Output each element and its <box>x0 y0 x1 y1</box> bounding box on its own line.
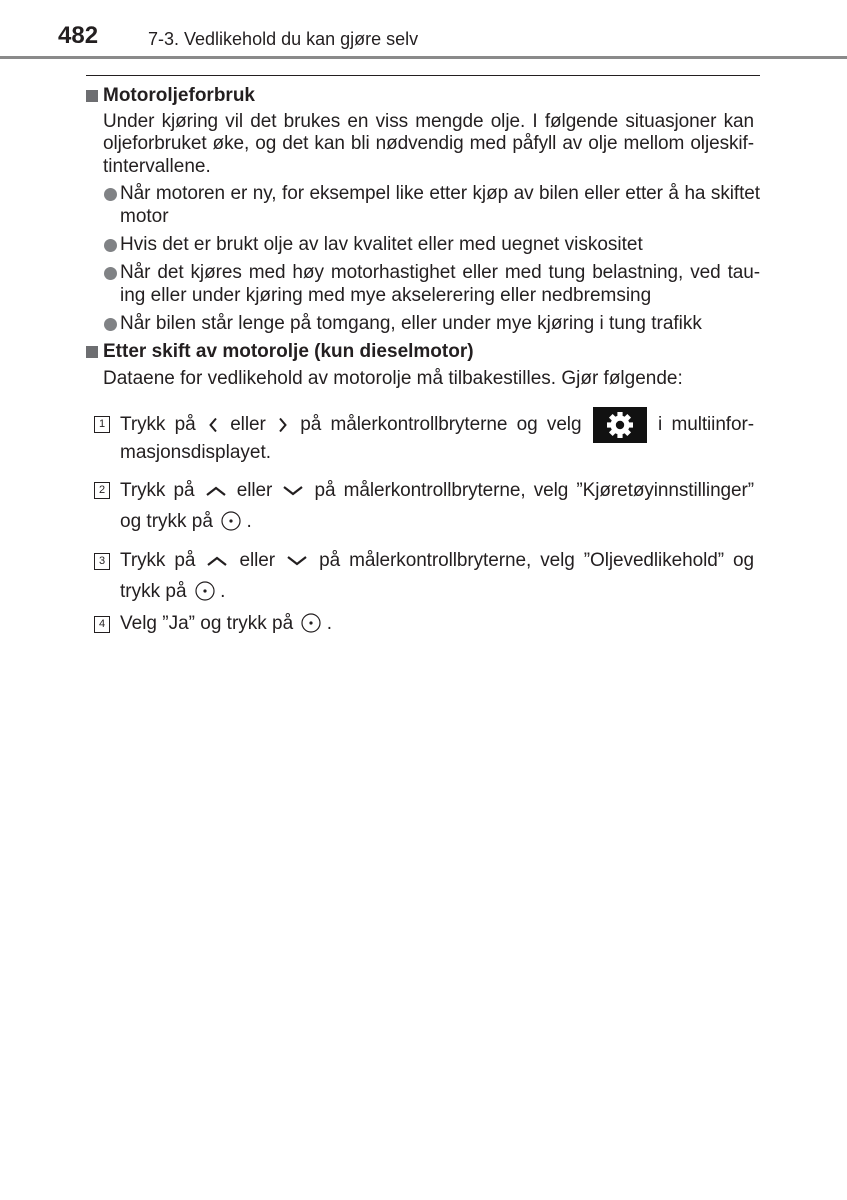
square-marker-icon <box>86 90 98 102</box>
chevron-down-icon <box>286 555 308 567</box>
step-text: eller <box>236 480 273 501</box>
step-text: trykk på <box>120 581 187 602</box>
bullet-text: Når det kjøres med høy motorhastighet eller med tung belastning, ved tau- <box>120 262 760 283</box>
step-text: Trykk på <box>120 480 195 501</box>
bullet-text: motor <box>120 206 169 227</box>
step-text: Velg ”Ja” og trykk på <box>120 613 294 634</box>
bullet-dot-icon <box>104 318 117 331</box>
bullet-dot-icon <box>104 267 117 280</box>
section-heading: Motoroljeforbruk <box>103 85 255 106</box>
bullet-dot-icon <box>104 239 117 252</box>
step-number: 1 <box>94 416 110 433</box>
enter-button-icon <box>195 581 215 601</box>
step-text: eller <box>230 414 266 436</box>
step-text: på målerkontrollbryterne, velg ”Oljevedlikehold” og <box>319 550 754 571</box>
bullet-text: Når bilen står lenge på tomgang, eller under mye kjøring i tung trafikk <box>120 313 702 334</box>
step-text: og trykk på <box>120 511 213 532</box>
bullet-text: Hvis det er brukt olje av lav kvalitet eller med uegnet viskositet <box>120 234 643 255</box>
paragraph-line: Under kjøring vil det brukes en viss mengde olje. I følgende situasjoner kan <box>103 111 754 132</box>
chevron-down-icon <box>282 485 304 497</box>
paragraph-line: oljeforbruket øke, og det kan bli nødvendig med påfyll av olje mellom oljeskif- <box>103 133 754 154</box>
page-number: 482 <box>58 22 99 49</box>
step-text-line <box>120 414 754 436</box>
bullet-text: Når motoren er ny, for eksempel like etter kjøp av bilen eller etter å ha skiftet <box>120 183 760 204</box>
step-text-line <box>120 550 754 572</box>
step-text-line <box>120 480 754 502</box>
step-text: . <box>220 581 226 602</box>
chapter-title: 7-3. Vedlikehold du kan gjøre selv <box>148 29 419 49</box>
step-number: 2 <box>94 482 110 499</box>
step-text: eller <box>239 550 276 571</box>
paragraph-line: Dataene for vedlikehold av motorolje må tilbakestilles. Gjør følgende: <box>103 368 683 389</box>
step-text: i multiinfor- <box>658 414 754 436</box>
step-text: masjonsdisplayet. <box>120 442 272 463</box>
section-rule <box>86 75 760 76</box>
step-text-line <box>120 581 225 603</box>
settings-gear-icon <box>593 407 647 443</box>
bullet-dot-icon <box>104 188 117 201</box>
step-text: Trykk på <box>120 414 196 436</box>
step-text: . <box>326 613 333 634</box>
chevron-left-icon <box>208 417 218 433</box>
bullet-text: ing eller under kjøring med mye akselerering eller nedbremsing <box>120 285 652 306</box>
section-heading: Etter skift av motorolje (kun dieselmotor) <box>103 341 474 362</box>
step-text: . <box>246 511 252 532</box>
step-text-line <box>120 613 332 635</box>
chevron-right-icon <box>278 417 288 433</box>
step-number: 4 <box>94 616 110 633</box>
step-text-line <box>120 511 252 533</box>
step-text: på målerkontrollbryterne og velg <box>300 414 582 436</box>
chevron-up-icon <box>206 555 228 567</box>
enter-button-icon <box>221 511 241 531</box>
enter-button-icon <box>301 613 321 633</box>
square-marker-icon <box>86 346 98 358</box>
header-rule <box>0 56 847 59</box>
chevron-up-icon <box>205 485 227 497</box>
step-text: Trykk på <box>120 550 196 571</box>
paragraph-line: tintervallene. <box>103 156 211 177</box>
step-text: på målerkontrollbryterne, velg ”Kjøretøyinnstillinger” <box>314 480 755 501</box>
step-number: 3 <box>94 553 110 570</box>
